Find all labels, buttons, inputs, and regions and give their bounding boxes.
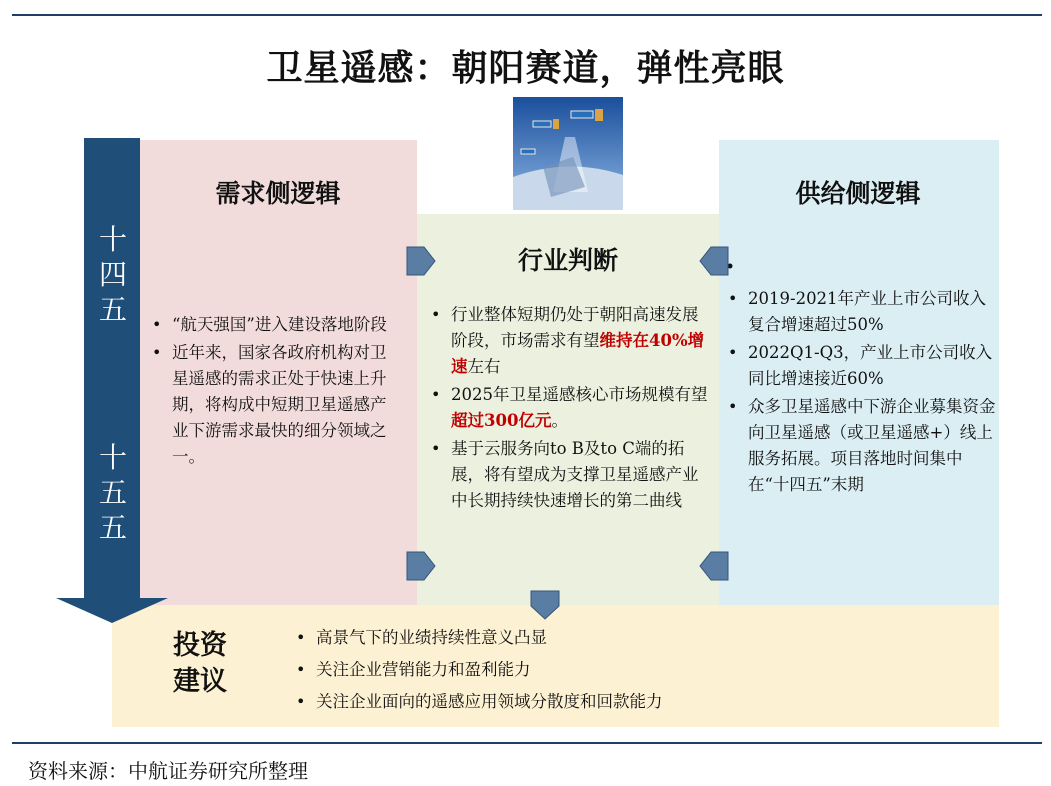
industry-bullet: • 基于云服务向to B及to C端的拓展，将有望成为支撑卫星遥感产业中长期持续快速增长的第二曲线 [425, 436, 710, 514]
source-note: 资料来源：中航证券研究所整理 [28, 759, 308, 783]
industry-bullet [425, 382, 710, 434]
connector-left-icon [699, 551, 729, 581]
supply-heading: 供给侧逻辑 [795, 179, 921, 208]
top-rule [12, 14, 1042, 16]
timeline-label-15th-text: 十五五 [98, 441, 127, 544]
connector-right-icon [406, 551, 436, 581]
demand-bullet: • 近年来，国家各政府机构对卫星遥感的需求正处于快速上升期，将构成中短期卫星遥感产业下游需求最快的细分领域之一。 [146, 340, 400, 470]
industry-highlight: 维持在40%增速 [451, 331, 705, 376]
investment-heading [160, 628, 240, 700]
industry-bullet [425, 302, 710, 380]
industry-highlight: 超过300亿元 [451, 411, 552, 430]
supply-bullets [722, 286, 996, 500]
connector-down-icon [530, 590, 560, 620]
industry-bullets [425, 302, 710, 516]
investment-bullet: • 关注企业面向的遥感应用领域分散度和回款能力 [290, 687, 890, 717]
industry-bullet-text: 左右 [467, 357, 501, 376]
industry-heading: 行业判断 [517, 246, 618, 275]
demand-heading: 需求侧逻辑 [215, 179, 341, 208]
timeline-label-14th-text: 十四五 [98, 223, 127, 326]
supply-bullet: • 众多卫星遥感中下游企业募集资金向卫星遥感（或卫星遥感+）线上服务拓展。项目落地时间集中在“十四五”末期 [722, 394, 996, 498]
investment-heading-line: 投资 [173, 630, 227, 661]
supply-bullet: • 2019-2021年产业上市公司收入复合增速超过50% [722, 286, 996, 338]
timeline-label-14th [83, 222, 143, 327]
investment-bullet: • 关注企业营销能力和盈利能力 [290, 655, 890, 685]
timeline-label-15th [83, 440, 143, 545]
demand-bullet: • “航天强国”进入建设落地阶段 [146, 312, 400, 338]
bottom-rule [12, 742, 1042, 744]
connector-left-icon [699, 246, 729, 276]
investment-bullets [290, 623, 890, 719]
connector-right-icon [406, 246, 436, 276]
demand-bullets [146, 312, 400, 472]
investment-heading-line: 建议 [173, 666, 227, 697]
industry-bullet-text: 2025年卫星遥感核心市场规模有望 [451, 385, 708, 404]
page-title: 卫星遥感：朝阳赛道，弹性亮眼 [266, 47, 785, 89]
industry-bullet-text: 。 [551, 411, 568, 430]
satellite-illustration [513, 97, 623, 210]
supply-bullet: • 2022Q1-Q3，产业上市公司收入同比增速接近60% [722, 340, 996, 392]
industry-bullet-text: 行业整体短期仍处于朝阳高速发展阶段，市场需求有望 [451, 305, 699, 350]
investment-bullet: • 高景气下的业绩持续性意义凸显 [290, 623, 890, 653]
